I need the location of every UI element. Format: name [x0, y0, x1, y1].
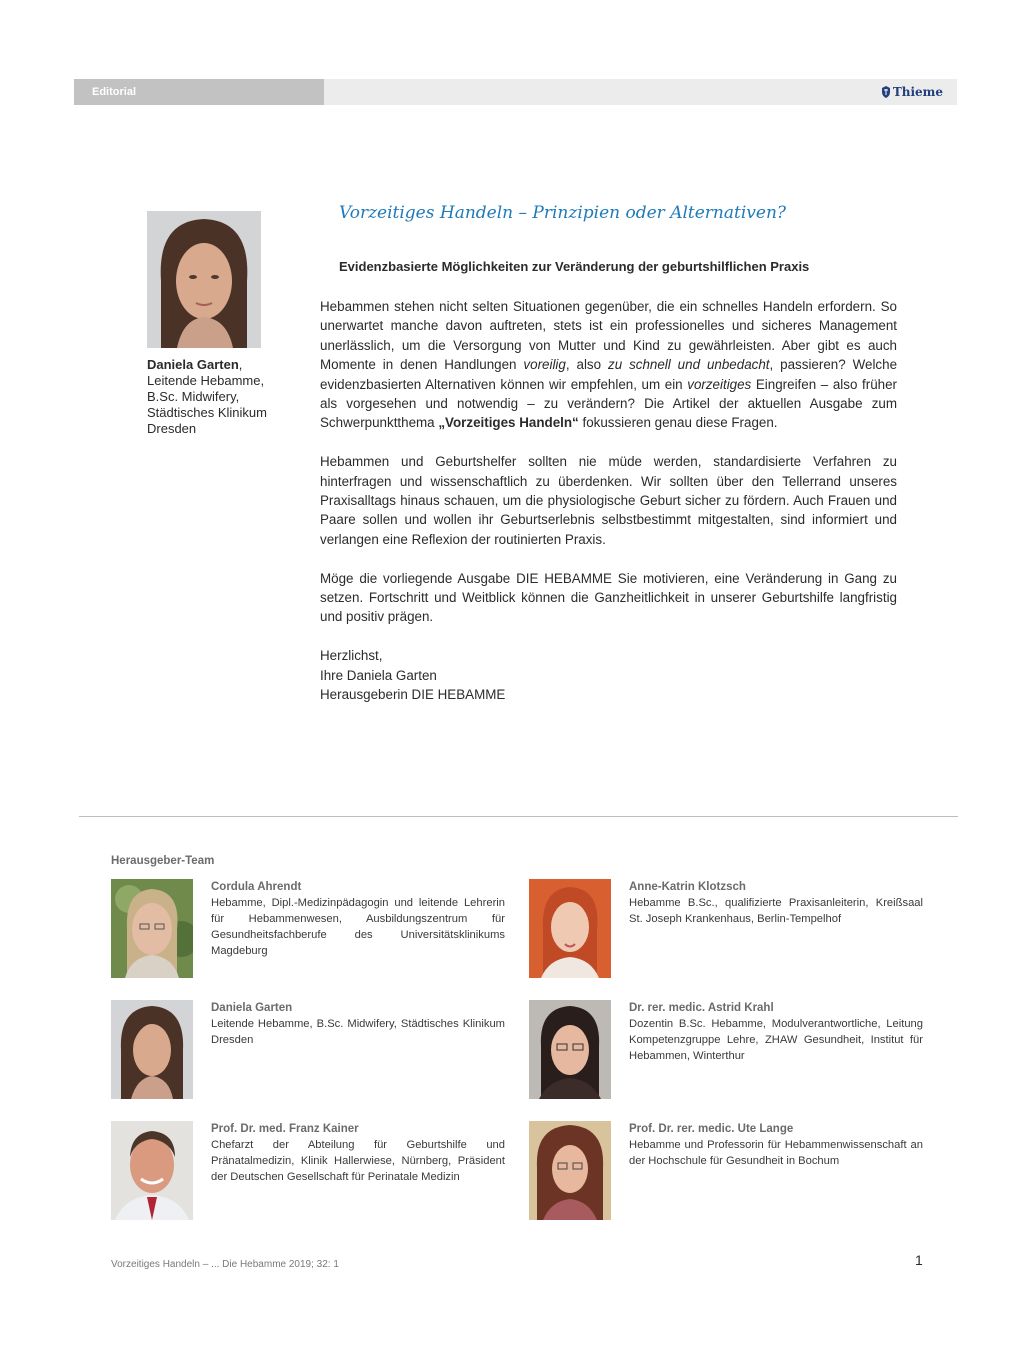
section-label: Editorial: [74, 79, 324, 105]
editorial-subtitle: Evidenzbasierte Möglichkeiten zur Veränderung der geburtshilflichen Praxis: [339, 259, 810, 274]
team-member: [111, 1000, 506, 1100]
member-photo: [111, 879, 193, 978]
member-name: Prof. Dr. med. Franz Kainer: [211, 1123, 359, 1135]
closing-line: Herzlichst,: [320, 648, 383, 664]
section-divider: [79, 816, 958, 817]
text-run: , passieren? Welche evidenzbasierten Alternativen können wir empfehlen, um ein: [320, 357, 898, 392]
emphasis-text: vorzeitiges: [687, 376, 752, 392]
author-line: Leitende Hebamme,: [147, 373, 265, 388]
member-name: Dr. rer. medic. Astrid Krahl: [629, 1002, 774, 1014]
editorial-paragraph: Hebammen und Geburtshelfer sollten nie müde werden, standardisierte Verfahren zu hinterfragen und wissenschaftlich zu überdenken. Wir sollten über den Tellerrand unseres Praxisalltags hinaus schauen, um die physiologische Geburt sicher zu fördern. Auch Frauen und Paare sollen und wollen ihr Geburtserlebnis selbstbestimmt mitgestalten, sind informiert und verlangen eine Reflexion der routinierten Praxis.: [320, 454, 897, 547]
member-photo: [529, 1000, 611, 1099]
page-number: 1: [915, 1252, 923, 1268]
author-line: Dresden: [147, 421, 197, 436]
emphasis-text: voreilig: [523, 357, 566, 373]
member-photo: [111, 1000, 193, 1099]
author-portrait: [147, 211, 261, 348]
author-name-suffix: ,: [238, 357, 243, 372]
editorial-title: Vorzeitiges Handeln – Prinzipien oder Alternativen?: [339, 203, 787, 223]
member-description: Dozentin B.Sc. Hebamme, Modulverantwortliche, Leitung Kompetenzgruppe Lehre, ZHAW Gesundheit, Institut für Hebammen, Winterthur: [629, 1018, 923, 1062]
member-photo: [111, 1121, 193, 1220]
member-description: Hebamme und Professorin für Hebammenwissenschaft an der Hochschule für Gesundheit in Bochum: [629, 1139, 923, 1167]
team-member: [529, 1000, 924, 1100]
bold-text: „Vorzeitiges Handeln“: [438, 415, 579, 431]
author-line: Städtisches Klinikum: [147, 405, 267, 420]
member-description: Hebamme B.Sc., qualifizierte Praxisanleiterin, Kreißsaal St. Joseph Krankenhaus, Berlin-Tempelhof: [629, 897, 923, 925]
text-run: fokussieren genau diese Fragen.: [578, 415, 778, 431]
member-photo: [529, 1121, 611, 1220]
editorial-paragraph: Möge die vorliegende Ausgabe DIE HEBAMME Sie motivieren, eine Veränderung in Gang zu setzen. Fortschritt und Weitblick können die Ganzheitlichkeit in unserer Geburtshilfe langfristig und positiv prägen.: [320, 570, 897, 625]
member-photo: [529, 879, 611, 978]
editorial-paragraph: [320, 297, 897, 433]
publisher-name: Thieme: [892, 85, 943, 99]
member-name: Daniela Garten: [211, 1002, 293, 1014]
emphasis-text: zu schnell und unbedacht: [608, 357, 770, 373]
header-bar: [74, 79, 957, 105]
footer-citation: Vorzeitiges Handeln – ... Die Hebamme 2019; 32: 1: [111, 1259, 339, 1270]
author-caption: [147, 357, 287, 437]
author-name: Daniela Garten: [147, 357, 239, 372]
author-line: B.Sc. Midwifery,: [147, 389, 240, 404]
team-heading: Herausgeber-Team: [111, 855, 215, 867]
member-name: Prof. Dr. rer. medic. Ute Lange: [629, 1123, 794, 1135]
team-member: [111, 1121, 506, 1221]
member-description: Chefarzt der Abteilung für Geburtshilfe und Pränatalmedizin, Klinik Hallerwiese, Nürnberg, Präsident der Deutschen Gesellschaft für Perinatale Medizin: [211, 1139, 505, 1183]
text-run: , also: [565, 357, 608, 373]
text-run: Eingreifen – also früher als vorgesehen und notwendig – zu verändern? Die Artikel der aktuellen Ausgabe zum Schwerpunktthema: [320, 376, 897, 431]
member-name: Anne-Katrin Klotzsch: [629, 881, 746, 893]
publisher-logo: [881, 79, 943, 105]
member-description: Leitende Hebamme, B.Sc. Midwifery, Städtisches Klinikum Dresden: [211, 1018, 505, 1046]
team-member: [111, 879, 506, 979]
closing-line: Ihre Daniela Garten: [320, 667, 437, 683]
text-run: Hebammen stehen nicht selten Situationen gegenüber, die ein schnelles Handeln erfordern. So unerwartet manche davon auftreten, stets ist ein professionelles und sicheres Management unerlässlich, um die Versorgung von Mutter und Kind zu gewährleisten. Aber gibt es auch Momente in denen Handlungen: [320, 299, 897, 373]
team-member: [529, 1121, 924, 1221]
member-description: Hebamme, Dipl.-Medizinpädagogin und leitende Lehrerin für Hebammenwesen, Ausbildungszentrum für Gesundheitsfachberufe des Universitätsklinikums Magdeburg: [211, 897, 505, 957]
closing-line: Herausgeberin DIE HEBAMME: [320, 687, 506, 703]
team-member: [529, 879, 924, 979]
editorial-body: [320, 297, 897, 704]
member-name: Cordula Ahrendt: [211, 881, 302, 893]
thieme-emblem-icon: [881, 86, 891, 98]
